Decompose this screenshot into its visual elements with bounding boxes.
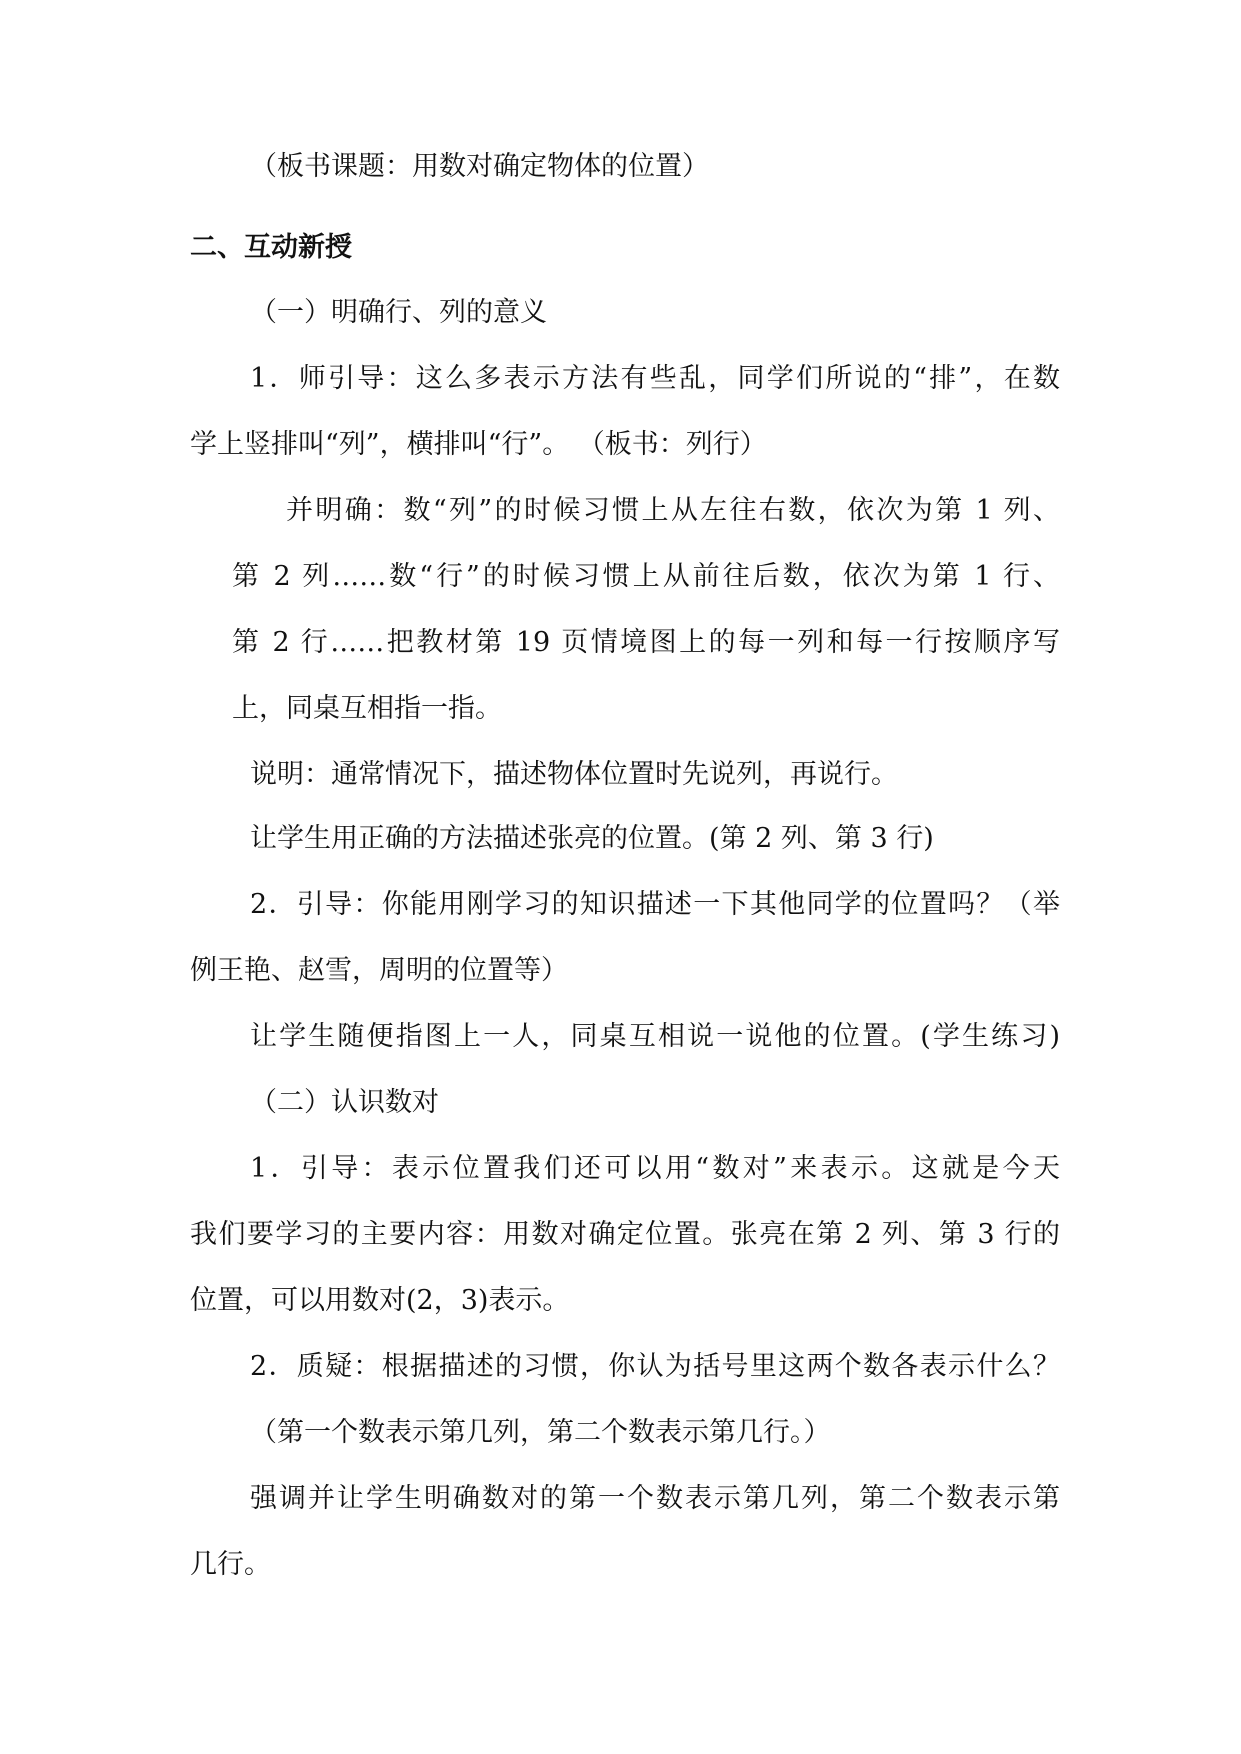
subsection-heading-rows-columns: （一）明确行、列的意义 bbox=[250, 297, 547, 328]
paragraph-teacher-guide-line-2: 学上竖排叫“列”，横排叫“行”。 （板书：列行） bbox=[190, 429, 767, 460]
paragraph-teacher-guide-line-1: 1．师引导：这么多表示方法有些乱，同学们所说的“排”，在数 bbox=[250, 363, 1060, 394]
paragraph-clarify-line-4: 上，同桌互相指一指。 bbox=[232, 693, 502, 724]
paragraph-guide-2-line-2: 例王艳、赵雪，周明的位置等） bbox=[190, 955, 568, 986]
paragraph-explanation: 说明：通常情况下，描述物体位置时先说列，再说行。 bbox=[250, 759, 898, 790]
paragraph-clarify-line-3: 第 2 行……把教材第 19 页情境图上的每一列和每一行按顺序写 bbox=[232, 627, 1060, 658]
paragraph-number-pair-line-1: 1．引导：表示位置我们还可以用“数对”来表示。这就是今天 bbox=[250, 1153, 1060, 1184]
board-title-note: （板书课题：用数对确定物体的位置） bbox=[250, 151, 709, 182]
paragraph-emphasis-line-1: 强调并让学生明确数对的第一个数表示第几列，第二个数表示第 bbox=[250, 1483, 1060, 1514]
paragraph-emphasis-line-2: 几行。 bbox=[190, 1549, 271, 1580]
paragraph-question: 2．质疑：根据描述的习惯，你认为括号里这两个数各表示什么？ bbox=[250, 1351, 1060, 1382]
paragraph-student-practice: 让学生随便指图上一人，同桌互相说一说他的位置。(学生练习) bbox=[250, 1021, 1060, 1052]
paragraph-describe-zhangliang: 让学生用正确的方法描述张亮的位置。(第 2 列、第 3 行) bbox=[250, 823, 934, 854]
section-heading-interactive-teaching: 二、互动新授 bbox=[190, 232, 352, 263]
paragraph-guide-2-line-1: 2．引导：你能用刚学习的知识描述一下其他同学的位置吗？（举 bbox=[250, 889, 1060, 920]
paragraph-clarify-line-1: 并明确：数“列”的时候习惯上从左往右数，依次为第 1 列、 bbox=[286, 495, 1060, 526]
subsection-heading-number-pairs: （二）认识数对 bbox=[250, 1087, 439, 1118]
paragraph-clarify-line-2: 第 2 列……数“行”的时候习惯上从前往后数，依次为第 1 行、 bbox=[232, 561, 1060, 592]
paragraph-number-pair-line-3: 位置，可以用数对(2，3)表示。 bbox=[190, 1285, 570, 1316]
paragraph-number-pair-line-2: 我们要学习的主要内容：用数对确定位置。张亮在第 2 列、第 3 行的 bbox=[190, 1219, 1060, 1250]
paragraph-answer: （第一个数表示第几列，第二个数表示第几行。） bbox=[250, 1417, 831, 1448]
